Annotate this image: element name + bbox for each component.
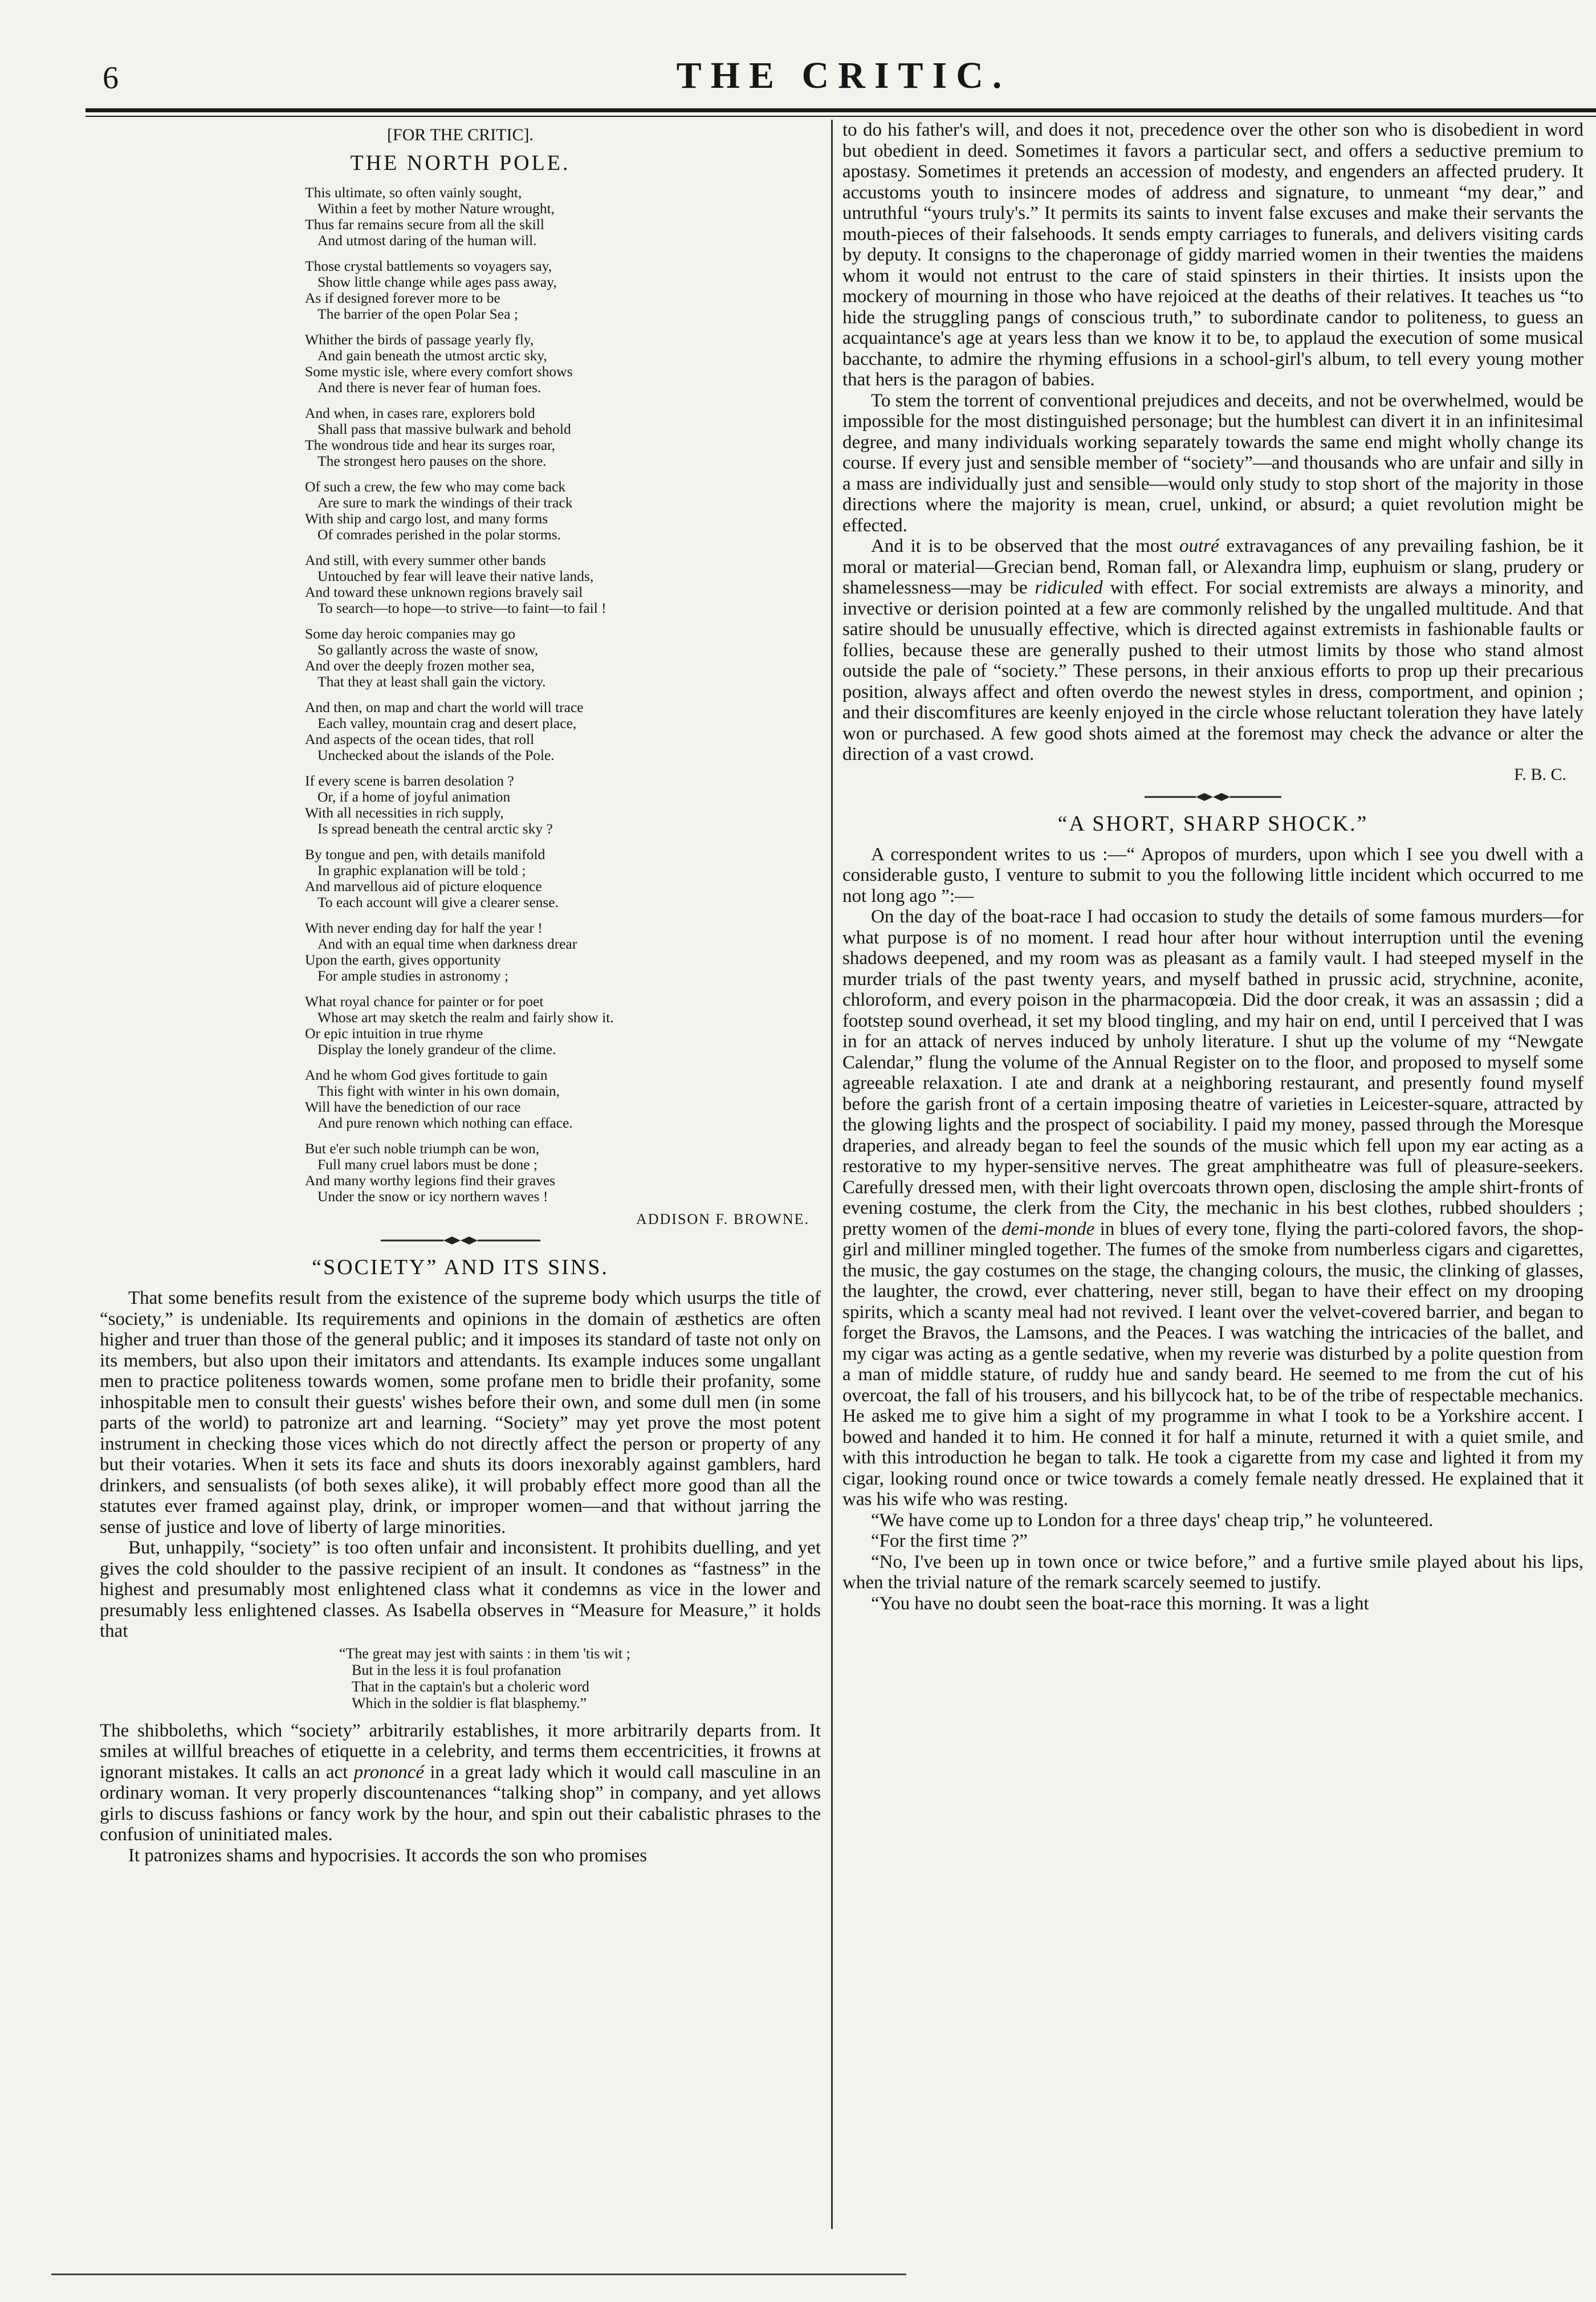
right-column <box>842 120 1583 2269</box>
poem-stanza <box>305 773 821 837</box>
poem-signature: ADDISON F. BROWNE. <box>636 1211 809 1227</box>
poem-line: With ship and cargo lost, and many forms <box>305 510 548 527</box>
poem-line: To search—to hope—to strive—to faint—to fail ! <box>317 600 606 616</box>
shock-p2-text-b: in blues of every tone, flying the parti-colored favors, the shop-girl and milliner mingled together. The fumes of the smoke from numberless cigars and cigarettes, the music, the gay costumes on the stage, the changing colours, the music, the clinking of glasses, the laughter, the crowd, ever chattering, never still, began to have their effect on my drooping spirits, which a scanty meal had not revived. I leant over the velvet-covered barrier, and began to forget the Bravos, the Lamsons, and the Peaces. I was watching the intricacies of the ballet, and my cigar was acting as a gentle sedative, when my reverie was disturbed by a polite question from a man of middle stature, of ruddy hue and sandy beard. He seemed to me from the cut of his overcoat, the fall of his trousers, and his billycock hat, to be of the tribe of respectable mechanics. He asked me to give him a sight of my programme in what I took to be a Yorkshire accent. I bowed and handed it to him. He conned it for half a minute, returned it with a quiet smile, and with this introduction he began to talk. He took a cigarette from my case and lighted it from my cigar, looking round once or twice towards a comely female neatly dressed. He explained that it was his wife who was resting. <box>842 1218 1583 1510</box>
poem-line: The barrier of the open Polar Sea ; <box>317 306 518 322</box>
poem-stanza <box>305 332 821 396</box>
society-r3-italic-2: ridiculed <box>1035 577 1103 598</box>
ornament-divider-icon <box>842 791 1583 806</box>
shock-paragraph-2 <box>842 906 1583 1510</box>
shock-paragraph-6: “You have no doubt seen the boat-race this morning. It was a light <box>871 1593 1369 1614</box>
society-r3-italic-1: outré <box>1179 536 1219 556</box>
poem-line: Each valley, mountain crag and desert place, <box>317 715 577 731</box>
bottom-rule <box>51 2273 906 2275</box>
poem-line: To each account will give a clearer sense. <box>317 894 559 910</box>
masthead-rule-thin <box>85 116 1596 117</box>
poem-line: In graphic explanation will be told ; <box>317 862 526 878</box>
poem-stanza <box>305 1067 821 1131</box>
poem-line: With all necessities in rich supply, <box>305 804 504 821</box>
poem-stanza <box>305 479 821 543</box>
poem-line: Within a feet by mother Nature wrought, <box>317 200 555 217</box>
poem-line: Of such a crew, the few who may come back <box>305 478 566 495</box>
society-p3-text-b: in a great lady which it would call masculine in an ordinary woman. It very properly discountenances “talking shop” in company, and yet allows girls to discuss fashions or fancy work by the hour, and spin out their cabalistic phrases to the confusion of uninitiated males. <box>100 1762 821 1845</box>
poem-line: What royal chance for painter or for poet <box>305 993 544 1010</box>
poem-line: And he whom God gives fortitude to gain <box>305 1067 548 1083</box>
quote-line: Which in the soldier is flat blasphemy.” <box>352 1694 587 1711</box>
poem-line: With never ending day for half the year ! <box>305 920 543 936</box>
poem-line: Untouched by fear will leave their native lands, <box>317 568 594 584</box>
society-p3-text-a: The shibboleths, which “society” arbitrarily establishes, it more arbitrarily departs from. It smiles at willful breaches of etiquette in a celebrity, and terms them eccentricities, it frowns at ignorant mistakes. It calls an act <box>100 1720 821 1783</box>
society-article-title: “SOCIETY” AND ITS SINS. <box>312 1255 609 1279</box>
poem-line: Are sure to mark the windings of their track <box>317 494 573 511</box>
poem-line: Or, if a home of joyful animation <box>317 788 511 805</box>
poem-line: Some day heroic companies may go <box>305 625 515 642</box>
society-author-initials: F. B. C. <box>1514 764 1566 784</box>
poem-stanza <box>305 847 821 910</box>
poem-line: For ample studies in astronomy ; <box>317 967 509 984</box>
poem-line: And toward these unknown regions bravely sail <box>305 584 583 600</box>
page-number: 6 <box>103 60 119 96</box>
poem-line: Some mystic isle, where every comfort shows <box>305 363 573 380</box>
poem-line: Thus far remains secure from all the skill <box>305 216 544 233</box>
poem-line: Upon the earth, gives opportunity <box>305 951 501 968</box>
poem-line: Is spread beneath the central arctic sky ? <box>317 820 553 837</box>
poem-line: And aspects of the ocean tides, that roll <box>305 731 535 747</box>
society-r3-text-a: And it is to be observed that the most <box>871 536 1180 556</box>
society-paragraph-2: But, unhappily, “society” is too often unfair and inconsistent. It prohibits duelling, and yet gives the cold shoulder to the passive recipient of an insult. It condones as “fastness” in the highest and presumably most enlightened class what it condemns as vice in the lower and presumably less enlightened classes. As Isabella observes in “Measure for Measure,” it holds that <box>100 1538 821 1641</box>
society-paragraph-4: It patronizes shams and hypocrisies. It accords the son who promises <box>128 1845 648 1866</box>
poem-stanza <box>305 405 821 469</box>
poem-line: So gallantly across the waste of snow, <box>317 641 539 658</box>
quote-line: “The great may jest with saints : in them 'tis wit ; <box>339 1645 630 1662</box>
poem-line: And still, with every summer other bands <box>305 552 546 568</box>
shock-paragraph-5: “No, I've been up in town once or twice before,” and a furtive smile played about his lips, when the trivial nature of the remark scarcely seemed to justify. <box>842 1551 1583 1593</box>
poem-line: The wondrous tide and hear its surges roar, <box>305 437 555 453</box>
poem-line: And with an equal time when darkness drear <box>317 936 577 952</box>
shock-p2-italic: demi-monde <box>1001 1218 1095 1239</box>
poem-line: But e'er such noble triumph can be won, <box>305 1140 540 1157</box>
shock-article <box>842 844 1583 1614</box>
poem-stanza <box>305 185 821 249</box>
poem-line: That they at least shall gain the victory. <box>317 673 546 690</box>
poem-line: Those crystal battlements so voyagers say, <box>305 258 552 274</box>
poem-line: The strongest hero pauses on the shore. <box>317 453 547 469</box>
society-paragraph-1: That some benefits result from the existence of the supreme body which usurps the title of “society,” is undeniable. Its requirements and opinions in the domain of æsthetics are often higher and truer than those of the general public; and it imposes its standard of taste not only on its members, but also upon their imitators and attendants. Its example induces some ungallant men to practice politeness towards women, some profane men to bridle their profanity, some inhospitable men to consult their guests' wishes before their own, and some dull men (in some parts of the world) to patronize art and learning. “Society” may yet prove the most potent instrument in checking those vices which do not directly affect the person or property of any but their votaries. When it sets its face and shuts its doors inexorably against gamblers, hard drinkers, and sensualists (of both sexes alike), it will probably effect more good than all the statutes ever framed against play, drink, or improper women—and that without jarring the sense of justice and love of liberty of large minorities. <box>100 1288 821 1538</box>
poem-line: Show little change while ages pass away, <box>317 274 557 290</box>
society-p3-italic: prononcé <box>353 1762 425 1783</box>
poem-line: By tongue and pen, with details manifold <box>305 846 545 863</box>
poem-line: Whither the birds of passage yearly fly, <box>305 331 534 348</box>
poem-line: And pure renown which nothing can efface. <box>317 1115 573 1131</box>
poem-line: And there is never fear of human foes. <box>317 379 542 396</box>
poem-attribution-label: [FOR THE CRITIC]. <box>387 125 534 144</box>
society-article <box>100 1288 821 1866</box>
poem-line: Under the snow or icy northern waves ! <box>317 1188 548 1205</box>
society-continued-paragraph-1: to do his father's will, and does it not, precedence over the other son who is disobedient in word but obedient in deed. Sometimes it favors a particular sect, and offers a seductive premium to apostasy. Sometimes it pretends an accession of modesty, and engenders an affected prudery. It accustoms youth to insincere modes of address and signature, to unmeant “my dear,” and untruthful “yours truly's.” It permits its saints to invent false excuses and make their servants the mouth-pieces of their falsehoods. It sends empty carriages to funerals, and delivers visiting cards by deputy. It consigns to the chaperonage of giddy married women in their twenties the maidens whom it would not entrust to the care of staid spinsters in their thirties. It insists upon the mockery of mourning in those who have rejoiced at the deaths of their relatives. It teaches us “to hide the struggling pangs of conscious truth,” to subordinate candor to politeness, to guess an acquaintance's age at years less than we know it to be, to applaud the execution of some musical bacchante, to admire the rhyming effusions in a school-girl's album, to tell every young mother that hers is the paragon of babies. <box>842 120 1583 390</box>
shock-paragraph-4: “For the first time ?” <box>871 1531 1028 1551</box>
poem-line: Whose art may sketch the realm and fairly show it. <box>317 1009 614 1026</box>
poem-stanza <box>305 1141 821 1205</box>
society-r3-text-b: extravagances of any prevailing fashion, be it moral or material—Grecian bend, Roman fall, or Alexandra limp, euphuism or slang, prudery or shamelessness—may be <box>842 536 1583 598</box>
publication-title: THE CRITIC. <box>676 55 1011 96</box>
poem-line: And over the deeply frozen mother sea, <box>305 657 535 674</box>
poem-stanza <box>305 994 821 1058</box>
shock-paragraph-1: A correspondent writes to us :—“ Apropos of murders, upon which I see you dwell with a considerable gusto, I venture to submit to you the following little incident which occurred to me not long ago ”:— <box>842 844 1583 906</box>
society-paragraph-3 <box>100 1721 821 1845</box>
column-divider <box>831 120 833 2229</box>
poem-line: Unchecked about the islands of the Pole. <box>317 747 555 763</box>
poem-title: THE NORTH POLE. <box>350 151 571 175</box>
shock-paragraph-3: “We have come up to London for a three days' cheap trip,” he volunteered. <box>871 1510 1434 1531</box>
poem-stanza <box>305 258 821 322</box>
poem-line: Will have the benediction of our race <box>305 1099 521 1115</box>
poem-line: And when, in cases rare, explorers bold <box>305 405 535 421</box>
society-r3-text-c: with effect. For social extremists are always a minority, and invective or derision pointed at a few are commonly relished by the ungalled multitude. And that satire should be unusually effective, which is directed against extremists in fashionable faults or follies, because these are generally pushed to their utmost limits by those who stand almost outside the pale of “society.” These persons, in their anxious efforts to prop up their precarious position, always affect and often overdo the newest styles in dress, comportment, and opinion ; and their discomfitures are keenly enjoyed in the circle whose reluctant toleration they have lately won or purchased. A few good shots aimed at the foremost may check the advance or alter the direction of a vast crowd. <box>842 577 1583 764</box>
society-continued-paragraph-3 <box>842 536 1583 765</box>
quote-line: That in the captain's but a choleric word <box>352 1678 589 1695</box>
poem-line: And then, on map and chart the world will trace <box>305 699 584 715</box>
poem-line: And many worthy legions find their graves <box>305 1172 556 1189</box>
poem-line: And marvellous aid of picture eloquence <box>305 878 542 894</box>
poem-line: If every scene is barren desolation ? <box>305 772 514 789</box>
poem-line: And gain beneath the utmost arctic sky, <box>317 347 547 364</box>
poem-line: Of comrades perished in the polar storms. <box>317 526 561 543</box>
poem-line: And utmost daring of the human will. <box>317 232 537 249</box>
poem-body <box>100 185 821 1205</box>
poem-line: Display the lonely grandeur of the clime. <box>317 1041 556 1058</box>
masthead-rule <box>85 108 1596 112</box>
poem-line: Full many cruel labors must be done ; <box>317 1156 538 1173</box>
poem-stanza <box>305 920 821 984</box>
shock-article-title: “A SHORT, SHARP SHOCK.” <box>1057 811 1369 836</box>
poem-line: This fight with winter in his own domain, <box>317 1083 560 1099</box>
poem-stanza <box>305 699 821 763</box>
poem-line: As if designed forever more to be <box>305 290 500 306</box>
quote-line: But in the less it is foul profanation <box>352 1661 561 1678</box>
poem-line: Shall pass that massive bulwark and behold <box>317 421 571 437</box>
masthead <box>85 54 1596 105</box>
ornament-divider-icon <box>100 1235 821 1249</box>
poem-stanza <box>305 626 821 690</box>
poem-stanza <box>305 552 821 616</box>
society-article-continued <box>842 120 1583 784</box>
measure-for-measure-quote <box>100 1645 821 1711</box>
poem-line: Or epic intuition in true rhyme <box>305 1025 483 1042</box>
shock-p2-text-a: On the day of the boat-race I had occasion to study the details of some famous murders—for what purpose is of no moment. I read hour after hour without interruption until the evening shadows deepened, and my room was as pleasant as a family vault. I had steeped myself in the murder trials of the past twenty years, and myself bathed in prussic acid, strychnine, aconite, chloroform, and every poison in the pharmacopœia. Did the door creak, it was an assassin ; did a footstep sound overhead, it set my blood tingling, and my hair on end, until I perceived that I was in for an attack of nerves induced by unholy literature. I shut up the volume of my “Newgate Calendar,” flung the volume of the Annual Register on to the floor, and proposed to myself some agreeable relaxation. I ate and drank at a neighboring restaurant, and presently found myself before the garish front of a certain imposing theatre of varieties in Leicester-square, attracted by the glowing lights and the prospect of sociability. I paid my money, passed through the Moresque draperies, and already began to feel the sounds of the music which fell upon my ear acting as a restorative to my hyper-sensitive nerves. The great amphitheatre was full of pleasure-seekers. Carefully dressed men, with their light overcoats thrown open, disclosing the ample shirt-fronts of evening costume, the clerk from the City, the mechanic in his best clothes, rubbed shoulders ; pretty women of the <box>842 906 1583 1239</box>
society-continued-paragraph-2: To stem the torrent of conventional prejudices and deceits, and not be overwhelmed, would be impossible for the most distinguished personage; but the humblest can divert it in an infinitesimal degree, and many individuals working separately towards the same end might wholly change its course. If every just and sensible member of “society”—and thousands who are unfair and silly in a mass are individually just and sensible—would only study to stop short of the majority in those directions where the majority is mean, cruel, unkind, or absurd; a quiet revolution might be effected. <box>842 390 1583 536</box>
left-column <box>100 120 821 2269</box>
poem-line: This ultimate, so often vainly sought, <box>305 184 522 201</box>
